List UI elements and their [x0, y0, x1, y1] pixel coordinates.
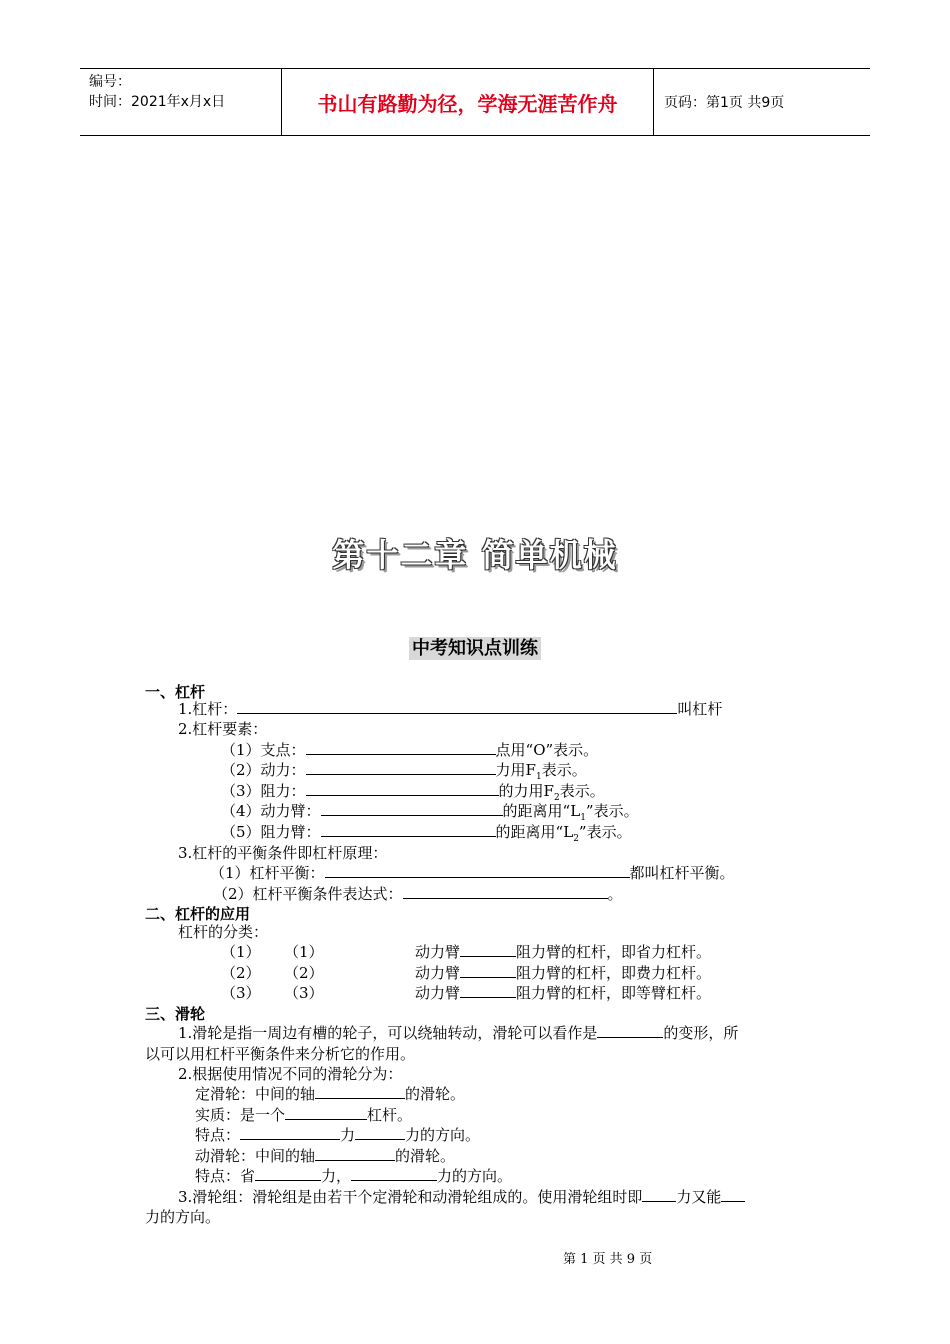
fill-blank[interactable] — [306, 760, 496, 775]
class-row-num: （2） — [284, 964, 324, 982]
text: （1）杠杆平衡： — [210, 864, 325, 882]
fill-blank[interactable] — [240, 1125, 340, 1140]
class-row-num: （3） — [284, 984, 324, 1002]
pulley-types-line: 2.根据使用情况不同的滑轮分为： — [178, 1065, 403, 1083]
text: 叫杠杆 — [677, 700, 723, 718]
subscript: 1 — [535, 772, 542, 782]
class-row-num: （1） — [284, 943, 324, 961]
text: 阻力臂的杠杆，即省力杠杆。 — [516, 943, 712, 961]
text: 动力臂 — [415, 964, 461, 982]
header-motto: 书山有路勤为径，学海无涯苦作舟 — [282, 69, 654, 135]
fill-blank[interactable] — [721, 1187, 745, 1202]
text: 杠杆。 — [367, 1106, 413, 1124]
subscript: 2 — [553, 793, 560, 803]
text: 力， — [321, 1167, 352, 1185]
text: （4）动力臂： — [221, 802, 321, 820]
fulcrum-line — [221, 740, 598, 760]
class-row-text — [415, 963, 711, 983]
text: （2）动力： — [221, 761, 306, 779]
text: 表示。 — [559, 782, 605, 800]
pulley-block-line — [178, 1187, 745, 1207]
fill-blank[interactable] — [460, 963, 516, 978]
text: 的滑轮。 — [405, 1085, 466, 1103]
text: 表示。 — [541, 761, 587, 779]
class-row-text — [415, 942, 711, 962]
text: 力 — [340, 1126, 356, 1144]
fill-blank[interactable] — [460, 983, 516, 998]
fill-blank[interactable] — [237, 699, 677, 714]
class-row-num: （1） — [221, 943, 261, 961]
fill-blank[interactable] — [642, 1187, 676, 1202]
text: 的距离用“L — [502, 802, 581, 820]
fill-blank[interactable] — [403, 884, 608, 899]
fixed-pulley-essence-line — [195, 1105, 412, 1125]
text: 点用“O”表示。 — [495, 741, 599, 759]
lever-elements-line: 2.杠杆要素： — [178, 720, 268, 738]
text: 1.滑轮是指一周边有槽的轮子，可以绕轴转动，滑轮可以看作是 — [178, 1024, 598, 1042]
subscript: 1 — [580, 813, 586, 823]
fill-blank[interactable] — [315, 1084, 405, 1099]
lever-definition-line — [178, 699, 722, 719]
chapter-title: 第十二章 简单机械 — [332, 536, 618, 574]
text: 特点： — [195, 1126, 241, 1144]
text: 力的方向。 — [437, 1167, 513, 1185]
text: 阻力臂的杠杆，即等臂杠杆。 — [516, 984, 712, 1002]
text: 特点：省 — [195, 1167, 256, 1185]
section-3-heading: 三、滑轮 — [145, 1005, 206, 1023]
fill-blank[interactable] — [597, 1023, 663, 1038]
header-table — [80, 68, 870, 136]
fill-blank[interactable] — [306, 781, 499, 796]
fill-blank[interactable] — [355, 1125, 405, 1140]
movable-pulley-feature-line — [195, 1166, 512, 1186]
text: （2）杠杆平衡条件表达式： — [213, 885, 403, 903]
text: 定滑轮：中间的轴 — [195, 1085, 316, 1103]
header-number-label: 编号： — [89, 74, 131, 90]
header-time-label: 时间：2021年x月x日 — [89, 94, 226, 110]
fill-blank[interactable] — [321, 822, 496, 837]
text: 力用F — [495, 761, 536, 779]
text: （3）阻力： — [221, 782, 306, 800]
pulley-block-line-2: 力的方向。 — [145, 1208, 221, 1226]
text: 3.滑轮组：滑轮组是由若干个定滑轮和动滑轮组成的。使用滑轮组时即 — [178, 1188, 643, 1206]
text: 动滑轮：中间的轴 — [195, 1147, 316, 1165]
text: （1）支点： — [221, 741, 306, 759]
text: 都叫杠杆平衡。 — [629, 864, 735, 882]
fill-blank[interactable] — [325, 863, 630, 878]
fixed-pulley-feature-line — [195, 1125, 480, 1145]
balance-formula-line — [213, 884, 623, 904]
text: ”表示。 — [585, 802, 639, 820]
section-2-heading: 二、杠杆的应用 — [145, 905, 251, 923]
class-row-num: （3） — [221, 984, 261, 1002]
text: 的滑轮。 — [395, 1147, 456, 1165]
class-row-text — [415, 983, 711, 1003]
fill-blank[interactable] — [306, 740, 496, 755]
header-left-cell — [80, 69, 282, 135]
text: 的距离用“L — [495, 823, 574, 841]
pulley-definition-line — [178, 1023, 738, 1043]
classification-intro: 杠杆的分类： — [178, 923, 269, 941]
text: 的力用F — [498, 782, 554, 800]
subtitle-text: 中考知识点训练 — [409, 637, 541, 660]
text: 动力臂 — [415, 984, 461, 1002]
fill-blank[interactable] — [285, 1105, 367, 1120]
text: 实质：是一个 — [195, 1106, 286, 1124]
fill-blank[interactable] — [321, 801, 503, 816]
text: （5）阻力臂： — [221, 823, 321, 841]
pulley-definition-line-2: 以可以用杠杆平衡条件来分析它的作用。 — [145, 1045, 416, 1063]
page-footer: 第 1 页 共 9 页 — [563, 1252, 653, 1267]
fill-blank[interactable] — [315, 1146, 395, 1161]
class-row-num: （2） — [221, 964, 261, 982]
text: 动力臂 — [415, 943, 461, 961]
fixed-pulley-line — [195, 1084, 465, 1104]
fill-blank[interactable] — [351, 1166, 437, 1181]
section-1-heading: 一、杠杆 — [145, 683, 206, 701]
fill-blank[interactable] — [255, 1166, 321, 1181]
text: 阻力臂的杠杆，即费力杠杆。 — [516, 964, 712, 982]
header-page-info: 页码：第1页 共9页 — [664, 95, 785, 111]
text: 。 — [607, 885, 623, 903]
text: 力又能 — [676, 1188, 722, 1206]
text: ”表示。 — [578, 823, 632, 841]
subscript: 2 — [573, 834, 579, 844]
text: 1.杠杆： — [178, 700, 238, 718]
balance-condition-line: 3.杠杆的平衡条件即杠杆原理： — [178, 844, 388, 862]
text: 力的方向。 — [405, 1126, 481, 1144]
fill-blank[interactable] — [460, 942, 516, 957]
movable-pulley-line — [195, 1146, 455, 1166]
section-subtitle — [0, 634, 950, 660]
lever-balance-line — [210, 863, 735, 883]
text: 的变形，所 — [663, 1024, 739, 1042]
